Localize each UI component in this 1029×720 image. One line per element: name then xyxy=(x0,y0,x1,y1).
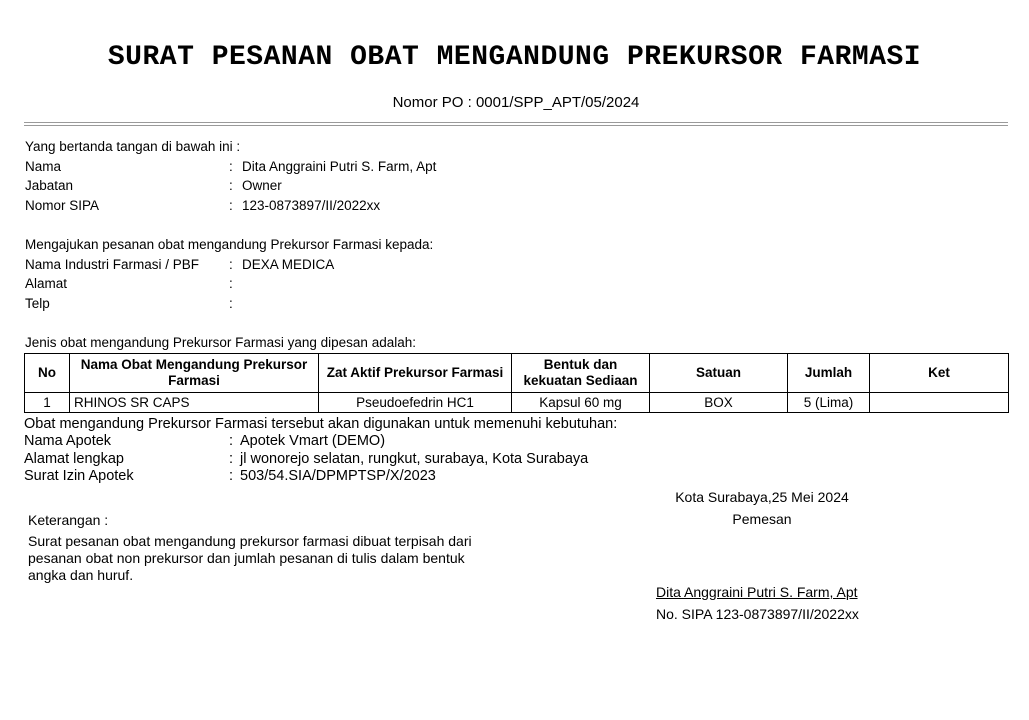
order-table xyxy=(24,353,1009,413)
po-number: Nomor PO : 0001/SPP_APT/05/2024 xyxy=(392,94,640,111)
table-header-row xyxy=(25,354,1009,393)
order-intro: Jenis obat mengandung Prekursor Farmasi yang dipesan adalah: xyxy=(25,335,416,350)
pharmacy-address-label: Alamat lengkap xyxy=(24,451,124,467)
cell-active: Pseudoefedrin HC1 xyxy=(319,393,512,413)
cell-qty: 5 (Lima) xyxy=(788,393,870,413)
cell-unit: BOX xyxy=(650,393,788,413)
pharmacy-license-value: 503/54.SIA/DPMPTSP/X/2023 xyxy=(240,468,436,484)
cell-note xyxy=(870,393,1009,413)
place-date: Kota Surabaya,25 Mei 2024 xyxy=(675,489,849,505)
col-header-active: Zat Aktif Prekursor Farmasi xyxy=(319,354,512,393)
supplier-name-value: DEXA MEDICA xyxy=(242,257,335,272)
cell-form: Kapsul 60 mg xyxy=(512,393,650,413)
colon: : xyxy=(229,451,234,467)
signature-sipa: No. SIPA 123-0873897/II/2022xx xyxy=(656,606,859,622)
notes-line: angka dan huruf. xyxy=(28,567,134,583)
supplier-intro: Mengajukan pesanan obat mengandung Prekursor Farmasi kepada: xyxy=(25,237,434,252)
colon: : xyxy=(229,468,234,484)
signer-sipa-label: Nomor SIPA xyxy=(25,198,100,213)
notes-line: pesanan obat non prekursor dan jumlah pesanan di tulis dalam bentuk xyxy=(28,550,465,566)
table-row xyxy=(25,393,1009,413)
pharmacy-license-label: Surat Izin Apotek xyxy=(24,468,134,484)
col-header-no: No xyxy=(25,354,70,393)
col-header-name: Nama Obat Mengandung Prekursor Farmasi xyxy=(70,354,319,393)
cell-no: 1 xyxy=(25,393,70,413)
cell-name: RHINOS SR CAPS xyxy=(70,393,319,413)
signer-position-value: Owner xyxy=(242,178,282,193)
purpose-intro: Obat mengandung Prekursor Farmasi tersebut akan digunakan untuk memenuhi kebutuhan: xyxy=(24,416,618,432)
signer-name-label: Nama xyxy=(25,159,62,174)
divider-bottom xyxy=(24,125,1008,126)
colon: : xyxy=(229,433,234,449)
supplier-phone-label: Telp xyxy=(25,296,50,311)
divider-top xyxy=(24,122,1008,123)
signer-name-value: Dita Anggraini Putri S. Farm, Apt xyxy=(242,159,437,174)
signer-position-label: Jabatan xyxy=(25,178,74,193)
signer-role: Pemesan xyxy=(732,511,792,527)
colon: : xyxy=(229,198,233,213)
col-header-note: Ket xyxy=(870,354,1009,393)
colon: : xyxy=(229,296,233,311)
col-header-unit: Satuan xyxy=(650,354,788,393)
colon: : xyxy=(229,257,233,272)
document-title: SURAT PESANAN OBAT MENGANDUNG PREKURSOR FARMASI xyxy=(107,42,922,73)
colon: : xyxy=(229,159,233,174)
col-header-form: Bentuk dan kekuatan Sediaan xyxy=(512,354,650,393)
colon: : xyxy=(229,276,233,291)
pharmacy-name-value: Apotek Vmart (DEMO) xyxy=(240,433,386,449)
signer-intro: Yang bertanda tangan di bawah ini : xyxy=(25,139,241,154)
supplier-name-label: Nama Industri Farmasi / PBF xyxy=(25,257,200,272)
pharmacy-name-label: Nama Apotek xyxy=(24,433,112,449)
notes-line: Surat pesanan obat mengandung prekursor farmasi dibuat terpisah dari xyxy=(28,533,472,549)
col-header-qty: Jumlah xyxy=(788,354,870,393)
pharmacy-address-value: jl wonorejo selatan, rungkut, surabaya, Kota Surabaya xyxy=(240,451,589,467)
supplier-address-label: Alamat xyxy=(25,276,68,291)
signer-sipa-value: 123-0873897/II/2022xx xyxy=(242,198,381,213)
notes-label: Keterangan : xyxy=(28,512,109,528)
colon: : xyxy=(229,178,233,193)
signature-name: Dita Anggraini Putri S. Farm, Apt xyxy=(656,584,858,600)
